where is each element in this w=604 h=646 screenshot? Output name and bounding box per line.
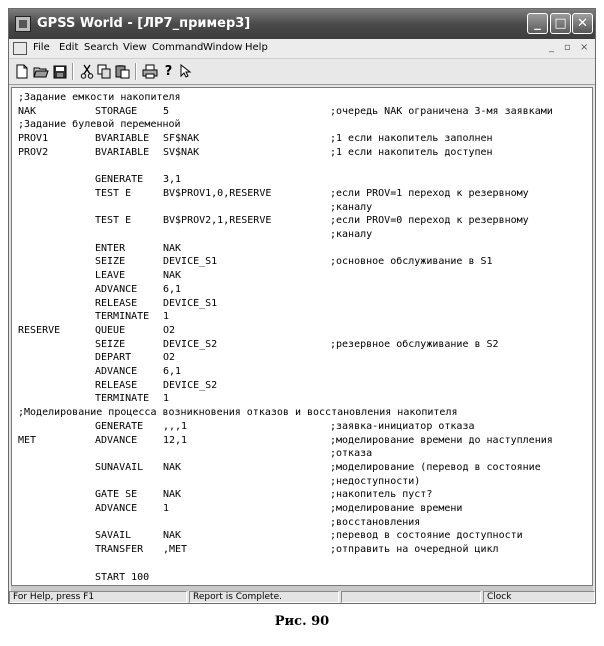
status-bar: [9, 591, 595, 603]
code-label: NAK: [18, 105, 37, 117]
code-line[interactable]: [12, 488, 592, 502]
code-comment: ;каналу: [330, 229, 373, 240]
menu-file[interactable]: File: [33, 42, 50, 53]
maximize-button[interactable]: □: [550, 13, 571, 34]
code-operands: NAK: [163, 461, 182, 473]
code-block: SEIZE: [95, 338, 126, 350]
toolbar-separator: [135, 63, 137, 80]
code-line[interactable]: [12, 214, 592, 228]
mdi-close-button[interactable]: ×: [580, 42, 589, 53]
code-block: START 100: [95, 571, 150, 583]
code-operands: DEVICE_S1: [163, 256, 218, 268]
code-comment: ;резервное обслуживание в S2: [330, 338, 499, 350]
code-line[interactable]: [12, 475, 592, 489]
paste-icon[interactable]: [114, 63, 131, 80]
code-block: TEST E: [95, 187, 132, 199]
code-line[interactable]: [12, 557, 592, 571]
code-operands: SF$NAK: [163, 133, 200, 145]
code-operands: 6,1: [163, 283, 182, 295]
code-label: ;Моделирование процесса возникновения отказов и восстановления накопителя: [18, 407, 458, 419]
code-block: QUEUE: [95, 324, 126, 336]
code-editor[interactable]: [11, 87, 593, 586]
code-line[interactable]: [12, 406, 592, 420]
code-block: TRANSFER: [95, 544, 144, 556]
code-line[interactable]: [12, 283, 592, 297]
code-operands: ,,,1: [163, 420, 188, 432]
code-block: LEAVE: [95, 270, 126, 282]
cut-icon[interactable]: [78, 63, 95, 80]
code-line[interactable]: [12, 242, 592, 256]
code-block: STORAGE: [95, 105, 138, 117]
toolbar-separator: [72, 63, 74, 80]
code-label: PROV1: [18, 133, 49, 145]
status-help-text: For Help, press F1: [9, 591, 187, 603]
code-line[interactable]: [12, 310, 592, 324]
code-block: ADVANCE: [95, 503, 138, 514]
code-line[interactable]: [12, 201, 592, 215]
context-help-icon[interactable]: [178, 63, 195, 80]
code-operands: 1: [163, 503, 170, 514]
code-line[interactable]: [12, 434, 592, 448]
code-comment: ;моделирование (перевод в состояние: [330, 461, 541, 473]
code-operands: ,MET: [163, 544, 188, 556]
code-block: RELEASE: [95, 379, 138, 391]
code-comment: ;накопитель пуст?: [330, 489, 433, 501]
code-operands: 6,1: [163, 366, 182, 377]
gpss-app-icon[interactable]: [15, 16, 31, 32]
code-line[interactable]: [12, 255, 592, 269]
code-block: BVARIABLE: [95, 146, 150, 158]
code-block: SAVAIL: [95, 530, 132, 542]
code-line[interactable]: [12, 187, 592, 201]
status-empty-pane: [341, 591, 481, 603]
code-comment: ;отправить на очередной цикл: [330, 544, 499, 556]
code-line[interactable]: [12, 269, 592, 283]
code-line[interactable]: [12, 420, 592, 434]
code-line[interactable]: [12, 338, 592, 352]
code-comment: ;моделирование времени до наступления: [330, 434, 553, 446]
code-block: RELEASE: [95, 297, 138, 309]
code-comment: ;1 если накопитель доступен: [330, 146, 493, 158]
code-comment: ;отказа: [330, 448, 373, 460]
code-block: GATE SE: [95, 489, 138, 501]
code-label: ;Задание емкости накопителя: [18, 92, 181, 103]
code-operands: 3,1: [163, 174, 182, 186]
code-operands: DEVICE_S2: [163, 338, 218, 350]
code-block: ADVANCE: [95, 366, 138, 377]
code-operands: 5: [163, 105, 170, 117]
code-comment: ;очередь NAK ограничена 3-мя заявками: [330, 105, 553, 117]
code-block: SUNAVAIL: [95, 461, 144, 473]
code-operands: BV$PROV2,1,RESERVE: [163, 215, 272, 227]
code-block: TERMINATE: [95, 311, 150, 323]
code-line[interactable]: [12, 502, 592, 516]
code-line[interactable]: [12, 146, 592, 160]
menu-view[interactable]: View: [123, 42, 147, 53]
code-line[interactable]: [12, 105, 592, 119]
menu-command[interactable]: Command: [152, 42, 204, 53]
code-block: TEST E: [95, 215, 132, 227]
code-line[interactable]: [12, 324, 592, 338]
code-line[interactable]: [12, 351, 592, 365]
save-icon[interactable]: [51, 63, 68, 80]
code-line[interactable]: [12, 516, 592, 530]
code-operands: O2: [163, 352, 176, 364]
document-icon[interactable]: [13, 42, 27, 55]
figure-caption: Рис. 90: [274, 614, 330, 629]
window-title: GPSS World - [ЛР7_пример3]: [37, 16, 251, 31]
code-block: GENERATE: [95, 420, 144, 432]
code-line[interactable]: [12, 392, 592, 406]
code-block: DEPART: [95, 352, 132, 364]
code-line[interactable]: [12, 543, 592, 557]
close-button[interactable]: ✕: [572, 13, 593, 34]
copy-icon[interactable]: [96, 63, 113, 80]
code-label: ;Задание булевой переменной: [18, 119, 181, 131]
code-line[interactable]: [12, 91, 592, 105]
menu-window[interactable]: Window: [203, 42, 243, 53]
code-comment: ;если PROV=0 переход к резервному: [330, 215, 529, 227]
code-operands: NAK: [163, 489, 182, 501]
code-line[interactable]: [12, 160, 592, 174]
main-window: [8, 8, 596, 604]
code-operands: BV$PROV1,0,RESERVE: [163, 187, 272, 199]
new-file-icon[interactable]: [13, 63, 30, 80]
code-operands: DEVICE_S2: [163, 379, 218, 391]
code-block: ENTER: [95, 242, 126, 254]
menu-edit[interactable]: Edit: [59, 42, 79, 53]
code-block: GENERATE: [95, 174, 144, 186]
code-comment: ;недоступности): [330, 475, 421, 487]
title-bar[interactable]: [9, 9, 595, 39]
code-operands: NAK: [163, 270, 182, 282]
help-icon[interactable]: ?: [164, 64, 173, 79]
code-operands: 12,1: [163, 434, 188, 446]
status-report: Report is Complete.: [189, 591, 339, 603]
code-operands: NAK: [163, 242, 182, 254]
toolbar: [9, 59, 595, 85]
code-line[interactable]: [12, 379, 592, 393]
code-line[interactable]: [12, 571, 592, 585]
code-line[interactable]: [12, 118, 592, 132]
code-block: SEIZE: [95, 256, 126, 268]
code-line[interactable]: [12, 529, 592, 543]
code-comment: ;перевод в состояние доступности: [330, 530, 523, 542]
code-comment: ;1 если накопитель заполнен: [330, 133, 493, 145]
menu-help[interactable]: Help: [245, 42, 268, 53]
code-operands: 1: [163, 393, 170, 405]
code-comment: ;заявка-инициатор отказа: [330, 420, 475, 432]
menu-bar: [9, 39, 595, 59]
mdi-minimize-button[interactable]: _: [549, 42, 554, 53]
code-line[interactable]: [12, 228, 592, 242]
code-comment: ;каналу: [330, 201, 373, 213]
code-label: MET: [18, 434, 37, 446]
code-comment: ;основное обслуживание в S1: [330, 256, 493, 268]
code-block: TERMINATE: [95, 393, 150, 405]
code-line[interactable]: [12, 173, 592, 187]
code-operands: NAK: [163, 530, 182, 542]
menu-search[interactable]: Search: [84, 42, 119, 53]
code-operands: 1: [163, 311, 170, 323]
open-folder-icon[interactable]: [32, 63, 49, 80]
status-clock: Clock: [483, 591, 595, 603]
code-line[interactable]: [12, 297, 592, 311]
code-line[interactable]: [12, 132, 592, 146]
code-comment: ;восстановления: [330, 516, 421, 528]
code-block: BVARIABLE: [95, 133, 150, 145]
code-label: PROV2: [18, 146, 49, 158]
code-operands: DEVICE_S1: [163, 297, 218, 309]
code-operands: O2: [163, 324, 176, 336]
code-label: RESERVE: [18, 324, 61, 336]
code-block: ADVANCE: [95, 434, 138, 446]
mdi-restore-button[interactable]: ▫: [564, 42, 571, 53]
code-comment: ;моделирование времени: [330, 503, 463, 514]
code-line[interactable]: [12, 447, 592, 461]
code-line[interactable]: [12, 365, 592, 379]
code-comment: ;если PROV=1 переход к резервному: [330, 187, 529, 199]
code-operands: SV$NAK: [163, 146, 200, 158]
code-block: ADVANCE: [95, 283, 138, 295]
code-line[interactable]: [12, 461, 592, 475]
minimize-button[interactable]: _: [527, 13, 548, 34]
print-icon[interactable]: [141, 63, 158, 80]
